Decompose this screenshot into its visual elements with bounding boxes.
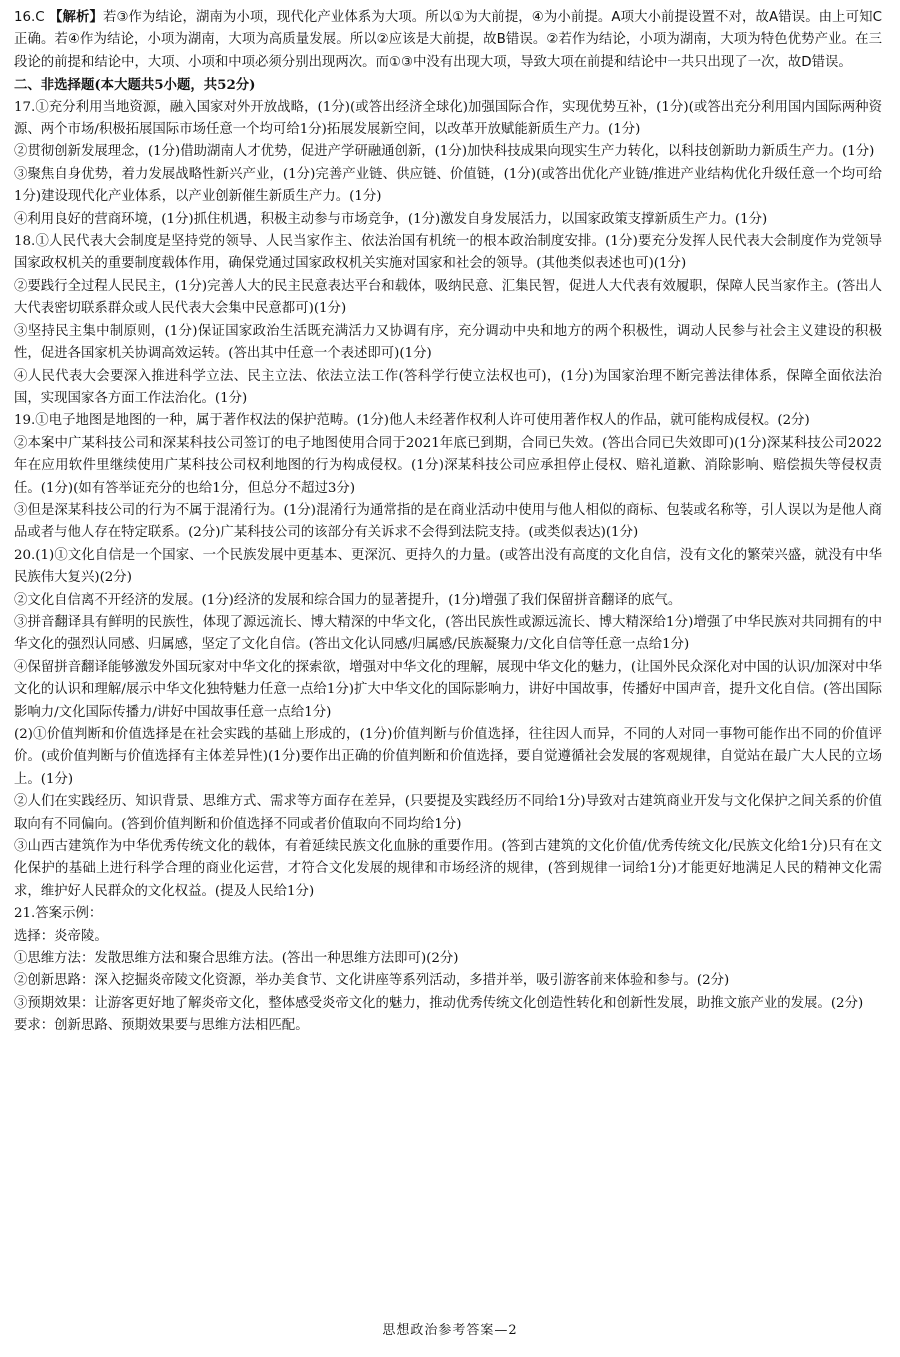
q21-item: ②创新思路：深入挖掘炎帝陵文化资源，举办美食节、文化讲座等系列活动，多措并举，吸引游客前来体验和参与。(2分): [14, 973, 730, 989]
q18-item: 18.①人民代表大会制度是坚持党的领导、人民当家作主、依法治国有机统一的根本政治制度安排。(1分)要充分发挥人民代表大会制度作为党领导国家政权机关的重要制度载体作用，确保党通过国家政权机关实施对国家和社会的领导。(其他类似表述也可)(1分): [14, 234, 882, 272]
q20-item: ③拼音翻译具有鲜明的民族性，体现了源远流长、博大精深的中华文化，(答出民族性或源远流长、博大精深给1分)增强了中华民族对共同拥有的中华文化的强烈认同感、归属感，坚定了文化自信。(答出文化认同感/归属感/民族凝聚力/文化自信等任意一点给1分): [14, 614, 882, 653]
q19-block: [14, 410, 882, 544]
q20-item: ②文化自信离不开经济的发展。(1分)经济的发展和综合国力的显著提升，(1分)增强了我们保留拼音翻译的底气。: [14, 592, 682, 608]
q17-block: [14, 97, 882, 231]
q18-item: ③坚持民主集中制原则，(1分)保证国家政治生活既充满活力又协调有序，充分调动中央和地方的两个积极性，调动人民参与社会主义建设的积极性，促进各国家机关协调高效运转。(答出其中任意一个表述即可)(1分): [14, 323, 882, 362]
q17-item: ②贯彻创新发展理念，(1分)借助湖南人才优势，促进产学研融通创新，(1分)加快科技成果向现实生产力转化，以科技创新助力新质生产力。(1分): [14, 144, 875, 160]
q16-paragraph: [14, 7, 882, 74]
q21-item: 21.答案示例：: [14, 906, 103, 922]
q21-item: 要求：创新思路、预期效果要与思维方法相匹配。: [14, 1018, 309, 1034]
q21-item: ①思维方法：发散思维方法和聚合思维方法。(答出一种思维方法即可)(2分): [14, 951, 459, 967]
q16-analysis-text: 若③作为结论，湖南为小项，现代化产业体系为大项。所以①为大前提，④为小前提。A项大小前提设置不对，故A错误。由上可知C正确。若④作为结论，小项为湖南，大项为高质量发展。所以②应该是大前提，故B错误。②若作为结论，小项为湖南，大项为特色优势产业。在三段论的前提和结论中，大项、小项和中项必须分别出现两次。而①③中没有出现大项，导致大项在前提和结论中一共只出现了一次，故D错误。: [14, 10, 882, 70]
q16-analysis-tag: 【解析】: [49, 10, 103, 25]
q20-item: 20.(1)①文化自信是一个国家、一个民族发展中更基本、更深沉、更持久的力量。(或答出没有高度的文化自信，没有文化的繁荣兴盛，就没有中华民族伟大复兴)(2分): [14, 547, 882, 586]
q21-item: ③预期效果：让游客更好地了解炎帝文化，整体感受炎帝文化的魅力，推动优秀传统文化创造性转化和创新性发展，助推文旅产业的发展。(2分): [14, 995, 864, 1011]
q19-item: ③但是深某科技公司的行为不属于混淆行为。(1分)混淆行为通常指的是在商业活动中使用与他人相似的商标、包装或名称等，引人误以为是他人商品或者与他人存在特定联系。(2分)广某科技公司的该部分有关诉求不会得到法院支持。(或类似表达)(1分): [14, 502, 882, 541]
page-footer: 思想政治参考答案—2: [382, 1323, 518, 1338]
q20-block: [14, 545, 882, 904]
q18-block: [14, 231, 882, 410]
q16-number: 16.C: [14, 10, 49, 25]
q21-block: [14, 903, 882, 1037]
q21-item: 选择：炎帝陵。: [14, 928, 108, 944]
q20-item: ②人们在实践经历、知识背景、思维方式、需求等方面存在差异，(只要提及实践经历不同给1分)导致对古建筑商业开发与文化保护之间关系的价值取向有不同偏向。(答到价值判断和价值选择不同或者价值取向不同均给1分): [14, 794, 882, 832]
q18-item: ④人民代表大会要深入推进科学立法、民主立法、依法立法工作(答科学行使立法权也可)，(1分)为国家治理不断完善法律体系，保障全面依法治国，实现国家各方面工作法治化。(1分): [14, 368, 882, 406]
q20-item: (2)①价值判断和价值选择是在社会实践的基础上形成的，(1分)价值判断与价值选择，往往因人而异，不同的人对同一事物可能作出不同的价值评价。(或价值判断与价值选择有主体差异性)(1分)要作出正确的价值判断和价值选择，要自觉遵循社会发展的客观规律，自觉站在最广大人民的立场上。(1分): [14, 727, 882, 787]
q20-item: ③山西古建筑作为中华优秀传统文化的载体，有着延续民族文化血脉的重要作用。(答到古建筑的文化价值/优秀传统文化/民族文化给1分)只有在文化保护的基础上进行科学合理的商业化运营，才符合文化发展的规律和市场经济的规律，(答到规律一词给1分)才能更好地满足人民的精神文化需求，维护好人民群众的文化权益。(提及人民给1分): [14, 839, 882, 899]
q17-item: ④利用良好的营商环境，(1分)抓住机遇，积极主动参与市场竞争，(1分)激发自身发展活力，以国家政策支撑新质生产力。(1分): [14, 211, 768, 227]
q20-item: ④保留拼音翻译能够激发外国玩家对中华文化的探索欲，增强对中华文化的理解，展现中华文化的魅力，(让国外民众深化对中国的认识/加深对中华文化的认识和理解/展示中华文化独特魅力任意一点给1分)扩大中华文化的国际影响力，讲好中国故事，传播好中国声音，提升文化自信。(答出国际影响力/文化国际传播力/讲好中国故事任意一点给1分): [14, 659, 882, 720]
q18-item: ②要践行全过程人民民主，(1分)完善人大的民主民意表达平台和载体，吸纳民意、汇集民智，促进人大代表有效履职，保障人民当家作主。(答出人大代表密切联系群众或人民代表大会集中民意都可)(1分): [14, 278, 882, 317]
section-heading: 二、非选择题(本大题共5小题，共52分): [14, 77, 256, 94]
q17-item: 17.①充分利用当地资源，融入国家对外开放战略，(1分)(或答出经济全球化)加强国际合作，实现优势互补，(1分)(或答出充分利用国内国际两种资源、两个市场/积极拓展国际市场任意一个均可给1分)拓展发展新空间，以改革开放赋能新质生产力。(1分): [14, 99, 882, 138]
q17-item: ③聚焦自身优势，着力发展战略性新兴产业，(1分)完善产业链、供应链、价值链，(1分)(或答出优化产业链/推进产业结构优化升级任意一个均可给1分)建设现代化产业体系，以产业创新催生新质生产力。(1分): [14, 166, 882, 205]
answer-page: [14, 7, 882, 1038]
q19-item: ②本案中广某科技公司和深某科技公司签订的电子地图使用合同于2021年底已到期，合同已失效。(答出合同已失效即可)(1分)深某科技公司2022年在应用软件里继续使用广某科技公司权利地图的行为构成侵权。(1分)深某科技公司应承担停止侵权、赔礼道歉、消除影响、赔偿损失等侵权责任。(1分)(如有答举证充分的也给1分，但总分不超过3分): [14, 435, 882, 496]
q19-item: 19.①电子地图是地图的一种，属于著作权法的保护范畴。(1分)他人未经著作权利人许可使用著作权人的作品，就可能构成侵权。(2分): [14, 413, 810, 429]
